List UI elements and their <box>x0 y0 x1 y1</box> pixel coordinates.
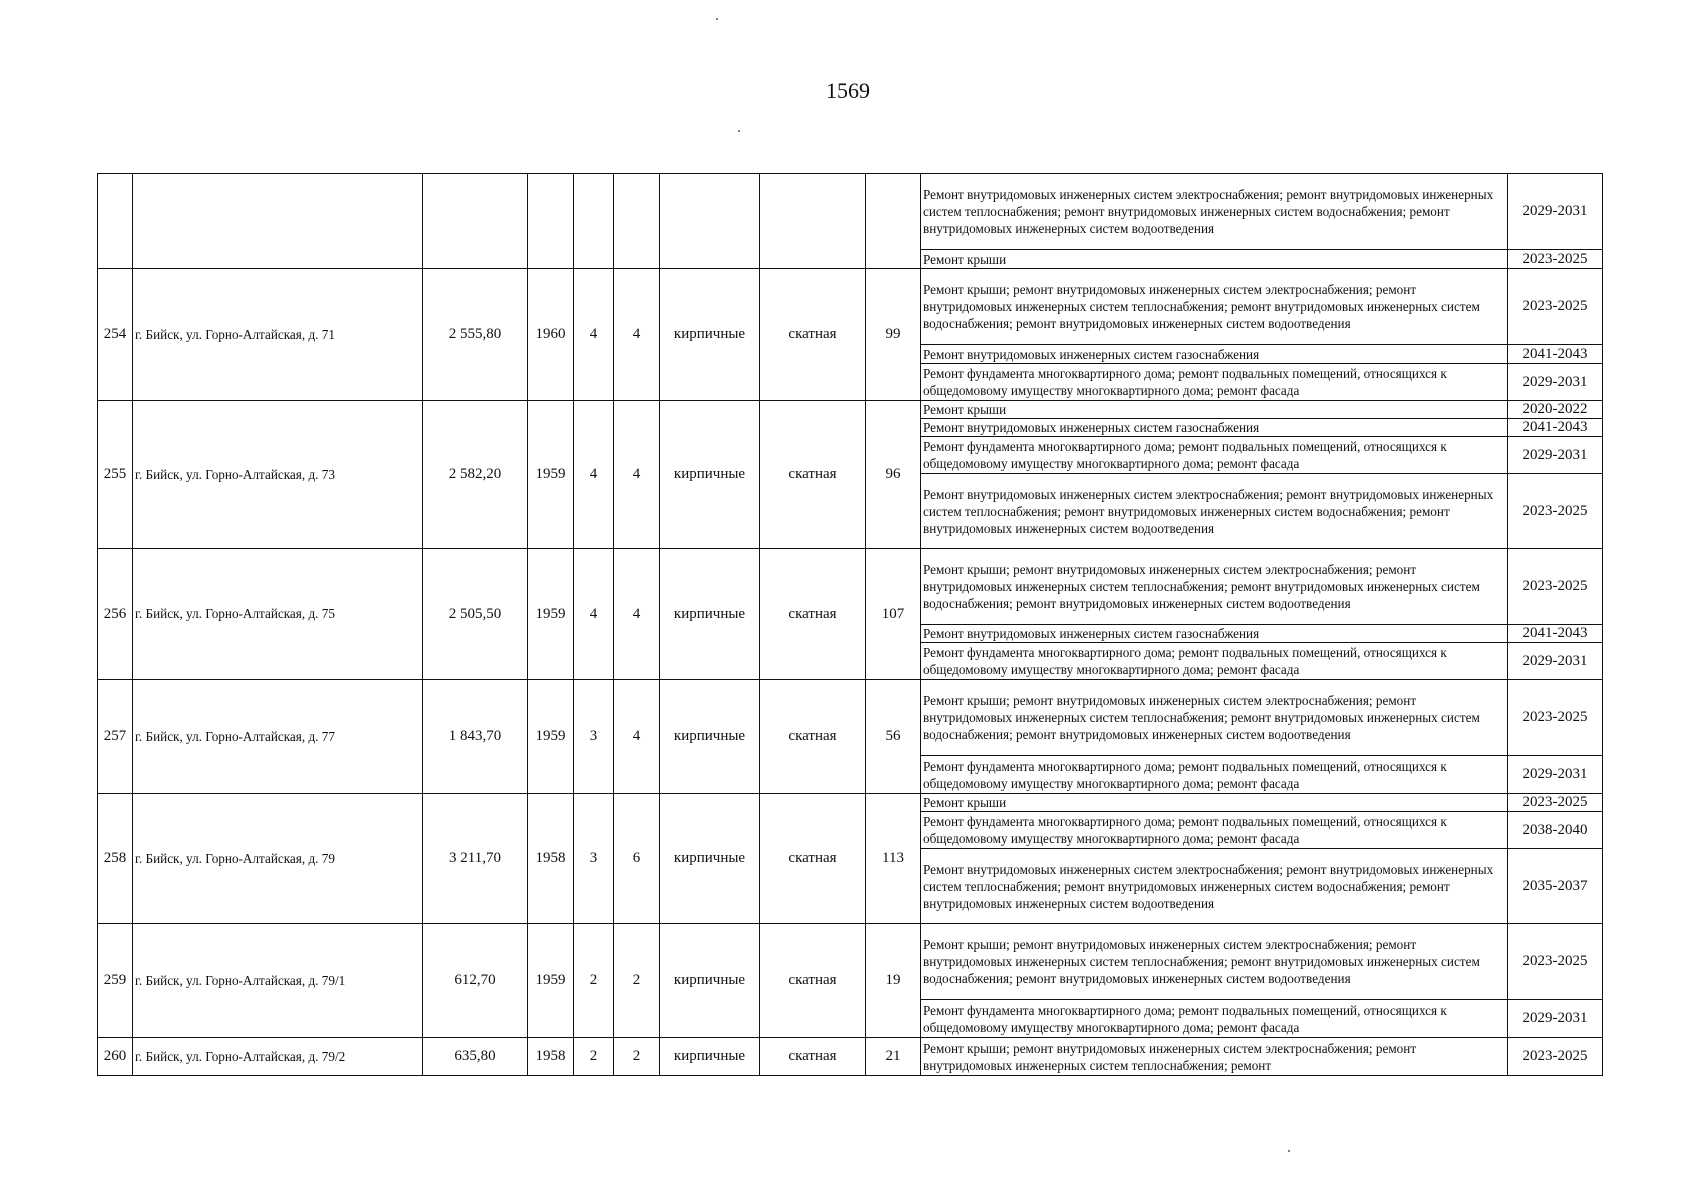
work-description: Ремонт крыши; ремонт внутридомовых инженерных систем электроснабжения; ремонт внутридомовых инженерных систем теплоснабжения; ремонт внутридомовых инженерных систем водоснабжения; ремонт внутридомовых инженерных систем водоотведения <box>921 269 1508 345</box>
work-description: Ремонт фундамента многоквартирного дома; ремонт подвальных помещений, относящихся к общедомовому имуществу многоквартирного дома; ремонт фасада <box>921 756 1508 794</box>
empty-cell <box>133 174 423 269</box>
floor-count: 2 <box>574 924 614 1038</box>
work-description: Ремонт внутридомовых инженерных систем газоснабжения <box>921 625 1508 643</box>
resident-count: 99 <box>866 269 921 401</box>
wall-material: кирпичные <box>660 680 760 794</box>
entrance-count: 4 <box>614 269 660 401</box>
entrance-count: 2 <box>614 1038 660 1076</box>
row-number: 260 <box>98 1038 133 1076</box>
empty-cell <box>528 174 574 269</box>
construction-year: 1959 <box>528 680 574 794</box>
work-description: Ремонт крыши; ремонт внутридомовых инженерных систем электроснабжения; ремонт внутридомовых инженерных систем теплоснабжения; ремонт <box>921 1038 1508 1076</box>
house-address: г. Бийск, ул. Горно-Алтайская, д. 71 <box>133 269 423 401</box>
work-period: 2023-2025 <box>1508 474 1603 549</box>
work-period: 2020-2022 <box>1508 401 1603 419</box>
house-area: 612,70 <box>423 924 528 1038</box>
page-number: 1569 <box>826 78 870 103</box>
row-number: 254 <box>98 269 133 401</box>
construction-year: 1958 <box>528 1038 574 1076</box>
roof-type: скатная <box>760 549 866 680</box>
roof-type: скатная <box>760 680 866 794</box>
table-row <box>98 924 1603 1000</box>
house-address: г. Бийск, ул. Горно-Алтайская, д. 75 <box>133 549 423 680</box>
row-number: 259 <box>98 924 133 1038</box>
construction-year: 1959 <box>528 924 574 1038</box>
construction-year: 1959 <box>528 549 574 680</box>
resident-count: 113 <box>866 794 921 924</box>
scan-speck <box>1288 1150 1290 1152</box>
entrance-count: 6 <box>614 794 660 924</box>
work-period: 2023-2025 <box>1508 250 1603 269</box>
work-description: Ремонт крыши <box>921 250 1508 269</box>
house-area: 635,80 <box>423 1038 528 1076</box>
row-number: 256 <box>98 549 133 680</box>
roof-type: скатная <box>760 401 866 549</box>
work-description: Ремонт крыши; ремонт внутридомовых инженерных систем электроснабжения; ремонт внутридомовых инженерных систем теплоснабжения; ремонт внутридомовых инженерных систем водоснабжения; ремонт внутридомовых инженерных систем водоотведения <box>921 680 1508 756</box>
floor-count: 3 <box>574 794 614 924</box>
entrance-count: 2 <box>614 924 660 1038</box>
resident-count: 21 <box>866 1038 921 1076</box>
work-description: Ремонт внутридомовых инженерных систем газоснабжения <box>921 419 1508 437</box>
work-description: Ремонт внутридомовых инженерных систем газоснабжения <box>921 345 1508 364</box>
work-description: Ремонт крыши <box>921 794 1508 812</box>
empty-cell <box>866 174 921 269</box>
work-period: 2023-2025 <box>1508 1038 1603 1076</box>
house-area: 2 555,80 <box>423 269 528 401</box>
work-period: 2029-2031 <box>1508 174 1603 250</box>
floor-count: 4 <box>574 401 614 549</box>
work-period: 2023-2025 <box>1508 269 1603 345</box>
work-period: 2029-2031 <box>1508 756 1603 794</box>
empty-cell <box>423 174 528 269</box>
empty-cell <box>614 174 660 269</box>
floor-count: 3 <box>574 680 614 794</box>
house-area: 3 211,70 <box>423 794 528 924</box>
resident-count: 56 <box>866 680 921 794</box>
work-period: 2023-2025 <box>1508 924 1603 1000</box>
house-address: г. Бийск, ул. Горно-Алтайская, д. 79/1 <box>133 924 423 1038</box>
table-row <box>98 549 1603 625</box>
roof-type: скатная <box>760 924 866 1038</box>
continuation-row <box>98 174 1603 250</box>
work-description: Ремонт фундамента многоквартирного дома; ремонт подвальных помещений, относящихся к общедомовому имуществу многоквартирного дома; ремонт фасада <box>921 364 1508 401</box>
floor-count: 4 <box>574 549 614 680</box>
scan-speck <box>716 18 718 20</box>
work-description: Ремонт внутридомовых инженерных систем электроснабжения; ремонт внутридомовых инженерных систем теплоснабжения; ремонт внутридомовых инженерных систем водоснабжения; ремонт внутридомовых инженерных систем водоотведения <box>921 174 1508 250</box>
table-row <box>98 1038 1603 1076</box>
row-number: 257 <box>98 680 133 794</box>
table-row <box>98 794 1603 812</box>
construction-year: 1959 <box>528 401 574 549</box>
construction-year: 1958 <box>528 794 574 924</box>
house-address: г. Бийск, ул. Горно-Алтайская, д. 77 <box>133 680 423 794</box>
work-description: Ремонт фундамента многоквартирного дома; ремонт подвальных помещений, относящихся к общедомовому имуществу многоквартирного дома; ремонт фасада <box>921 643 1508 680</box>
work-period: 2029-2031 <box>1508 437 1603 474</box>
house-address: г. Бийск, ул. Горно-Алтайская, д. 73 <box>133 401 423 549</box>
work-description: Ремонт фундамента многоквартирного дома; ремонт подвальных помещений, относящихся к общедомовому имуществу многоквартирного дома; ремонт фасада <box>921 812 1508 849</box>
work-period: 2038-2040 <box>1508 812 1603 849</box>
house-area: 1 843,70 <box>423 680 528 794</box>
work-period: 2041-2043 <box>1508 345 1603 364</box>
work-period: 2041-2043 <box>1508 419 1603 437</box>
wall-material: кирпичные <box>660 794 760 924</box>
floor-count: 4 <box>574 269 614 401</box>
roof-type: скатная <box>760 269 866 401</box>
work-description: Ремонт внутридомовых инженерных систем электроснабжения; ремонт внутридомовых инженерных систем теплоснабжения; ремонт внутридомовых инженерных систем водоснабжения; ремонт внутридомовых инженерных систем водоотведения <box>921 474 1508 549</box>
roof-type: скатная <box>760 1038 866 1076</box>
work-description: Ремонт внутридомовых инженерных систем электроснабжения; ремонт внутридомовых инженерных систем теплоснабжения; ремонт внутридомовых инженерных систем водоснабжения; ремонт внутридомовых инженерных систем водоотведения <box>921 849 1508 924</box>
work-description: Ремонт крыши <box>921 401 1508 419</box>
work-period: 2029-2031 <box>1508 1000 1603 1038</box>
house-address: г. Бийск, ул. Горно-Алтайская, д. 79 <box>133 794 423 924</box>
empty-cell <box>660 174 760 269</box>
table-row <box>98 269 1603 345</box>
housing-repair-table <box>97 173 1603 1076</box>
wall-material: кирпичные <box>660 1038 760 1076</box>
floor-count: 2 <box>574 1038 614 1076</box>
work-period: 2023-2025 <box>1508 549 1603 625</box>
empty-cell <box>98 174 133 269</box>
entrance-count: 4 <box>614 401 660 549</box>
wall-material: кирпичные <box>660 269 760 401</box>
empty-cell <box>760 174 866 269</box>
house-area: 2 582,20 <box>423 401 528 549</box>
resident-count: 107 <box>866 549 921 680</box>
wall-material: кирпичные <box>660 401 760 549</box>
resident-count: 19 <box>866 924 921 1038</box>
resident-count: 96 <box>866 401 921 549</box>
table-row <box>98 401 1603 419</box>
work-description: Ремонт крыши; ремонт внутридомовых инженерных систем электроснабжения; ремонт внутридомовых инженерных систем теплоснабжения; ремонт внутридомовых инженерных систем водоснабжения; ремонт внутридомовых инженерных систем водоотведения <box>921 924 1508 1000</box>
work-description: Ремонт фундамента многоквартирного дома; ремонт подвальных помещений, относящихся к общедомовому имуществу многоквартирного дома; ремонт фасада <box>921 437 1508 474</box>
entrance-count: 4 <box>614 680 660 794</box>
house-area: 2 505,50 <box>423 549 528 680</box>
work-period: 2023-2025 <box>1508 794 1603 812</box>
work-period: 2029-2031 <box>1508 643 1603 680</box>
scan-speck <box>738 130 740 132</box>
work-period: 2041-2043 <box>1508 625 1603 643</box>
table-row <box>98 680 1603 756</box>
house-address: г. Бийск, ул. Горно-Алтайская, д. 79/2 <box>133 1038 423 1076</box>
work-period: 2023-2025 <box>1508 680 1603 756</box>
roof-type: скатная <box>760 794 866 924</box>
work-period: 2035-2037 <box>1508 849 1603 924</box>
table-body <box>98 174 1603 1076</box>
wall-material: кирпичные <box>660 549 760 680</box>
work-description: Ремонт крыши; ремонт внутридомовых инженерных систем электроснабжения; ремонт внутридомовых инженерных систем теплоснабжения; ремонт внутридомовых инженерных систем водоснабжения; ремонт внутридомовых инженерных систем водоотведения <box>921 549 1508 625</box>
wall-material: кирпичные <box>660 924 760 1038</box>
row-number: 258 <box>98 794 133 924</box>
work-period: 2029-2031 <box>1508 364 1603 401</box>
entrance-count: 4 <box>614 549 660 680</box>
construction-year: 1960 <box>528 269 574 401</box>
empty-cell <box>574 174 614 269</box>
row-number: 255 <box>98 401 133 549</box>
work-description: Ремонт фундамента многоквартирного дома; ремонт подвальных помещений, относящихся к общедомовому имуществу многоквартирного дома; ремонт фасада <box>921 1000 1508 1038</box>
